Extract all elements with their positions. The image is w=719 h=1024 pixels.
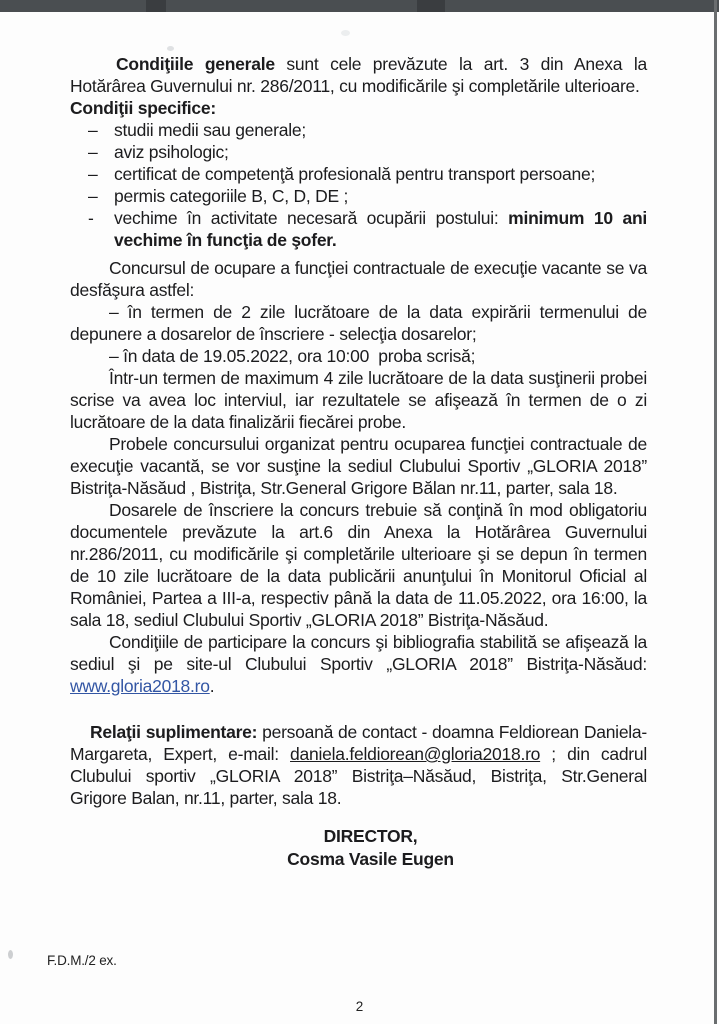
location-paragraph: Probele concursului organizat pentru ocuparea funcţiei contractuale de execuţie vacantă, se vor susţine la sediul Clubului Sportiv „GLORIA 2018” Bistriţa-Năsăud , Bistriţa, Str.General Grigore Bălan nr.11, parter, sala 18. xyxy=(70,434,647,498)
signature-title: DIRECTOR, xyxy=(323,826,418,846)
publication-period: . xyxy=(209,676,215,696)
general-conditions-label: Condiţiile generale xyxy=(116,54,275,74)
scan-speck xyxy=(167,46,174,51)
dash-bullet: - xyxy=(88,208,94,228)
specific-conditions-heading: Condiţii specifice: xyxy=(70,98,216,118)
requirement-text: aviz psihologic; xyxy=(114,142,229,162)
publication-paragraph xyxy=(70,631,647,697)
dash-bullet: – xyxy=(88,186,98,206)
schedule-item: – în data de 19.05.2022, ora 10:00 proba scrisă; xyxy=(109,346,476,366)
contact-label: Relaţii suplimentare: xyxy=(90,722,258,742)
scan-edge-line xyxy=(714,0,717,1024)
contact-text-before-email: persoană de contact - doamna Feldiorean Daniela-Margareta, Expert, e-mail: xyxy=(70,722,647,764)
website-link[interactable]: www.gloria2018.ro xyxy=(70,676,210,696)
requirement-text: certificat de competenţă profesională pentru transport persoane; xyxy=(114,164,596,184)
requirement-item xyxy=(88,207,647,251)
publication-text: Condiţiile de participare la concurs şi bibliografia stabilită se afişează la sediul şi pe site-ul Clubului Sportiv „GLORIA 2018” Bistriţa-Năsăud: xyxy=(70,632,647,674)
signature-name: Cosma Vasile Eugen xyxy=(287,849,454,869)
general-conditions-text: sunt cele prevăzute la art. 3 din Anexa la Hotărârea Guvernului nr. 286/2011, cu modificările şi completările ulterioare. xyxy=(70,54,648,96)
dash-bullet: – xyxy=(88,120,98,140)
dash-bullet: – xyxy=(88,142,98,162)
requirement-item xyxy=(88,141,647,163)
document-body xyxy=(70,53,647,871)
contact-email-link[interactable]: daniela.feldiorean@gloria2018.ro xyxy=(290,744,541,764)
requirement-bold-text: minimum 10 ani vechime în funcţia de şofer. xyxy=(114,208,648,250)
requirement-text: permis categoriile B, C, D, DE ; xyxy=(114,186,349,206)
requirements-list xyxy=(88,119,647,251)
dossier-paragraph: Dosarele de înscriere la concurs trebuie să conţină în mod obligatoriu documentele prevăzute la art.6 din Anexa la Hotărârea Guvernului nr.286/2011, cu modificările şi completările ulterioare şi se depun în termen de 10 zile lucrătoare de la data publicării anunţului în Monitorul Oficial al României, Partea a III-a, respectiv până la data de 11.05.2022, ora 16:00, la sala 18, sediul Clubului Sportiv „GLORIA 2018” Bistriţa-Năsăud. xyxy=(70,500,647,630)
footer-note: F.D.M./2 ex. xyxy=(47,953,117,968)
scan-artifact xyxy=(146,0,166,12)
requirement-item xyxy=(88,119,647,141)
scan-speck xyxy=(341,30,350,36)
requirement-item xyxy=(88,163,647,185)
schedule-intro-paragraph: Concursul de ocupare a funcţiei contractuale de execuţie vacante se va desfăşura astfel: xyxy=(70,258,647,300)
requirement-text: vechime în activitate necesară ocupării postului: xyxy=(114,208,509,228)
general-conditions-paragraph xyxy=(70,53,647,97)
interview-paragraph: Într-un termen de maximum 4 zile lucrătoare de la data susţinerii probei scrise va avea loc interviul, iar rezultatele se afişează în termen de o zi lucrătoare de la data finalizării fiecărei probe. xyxy=(70,368,647,432)
page-number: 2 xyxy=(355,999,364,1014)
scan-speck xyxy=(8,950,13,959)
requirement-item xyxy=(88,185,647,207)
contact-text-after-email: ; din cadrul Clubului sportiv „GLORIA 2018” Bistriţa–Năsăud, Bistriţa, Str.General Grigore Balan, nr.11, parter, sala 18. xyxy=(70,744,647,808)
contact-paragraph xyxy=(70,721,647,809)
signature-block xyxy=(70,825,647,871)
schedule-item: – în termen de 2 zile lucrătoare de la data expirării termenului de depunere a dosarelor de înscriere - selecţia dosarelor; xyxy=(70,302,647,344)
scan-artifact xyxy=(417,0,445,12)
scan-top-bar xyxy=(0,0,719,12)
requirement-text: studii medii sau generale; xyxy=(114,120,306,140)
dash-bullet: – xyxy=(88,164,98,184)
